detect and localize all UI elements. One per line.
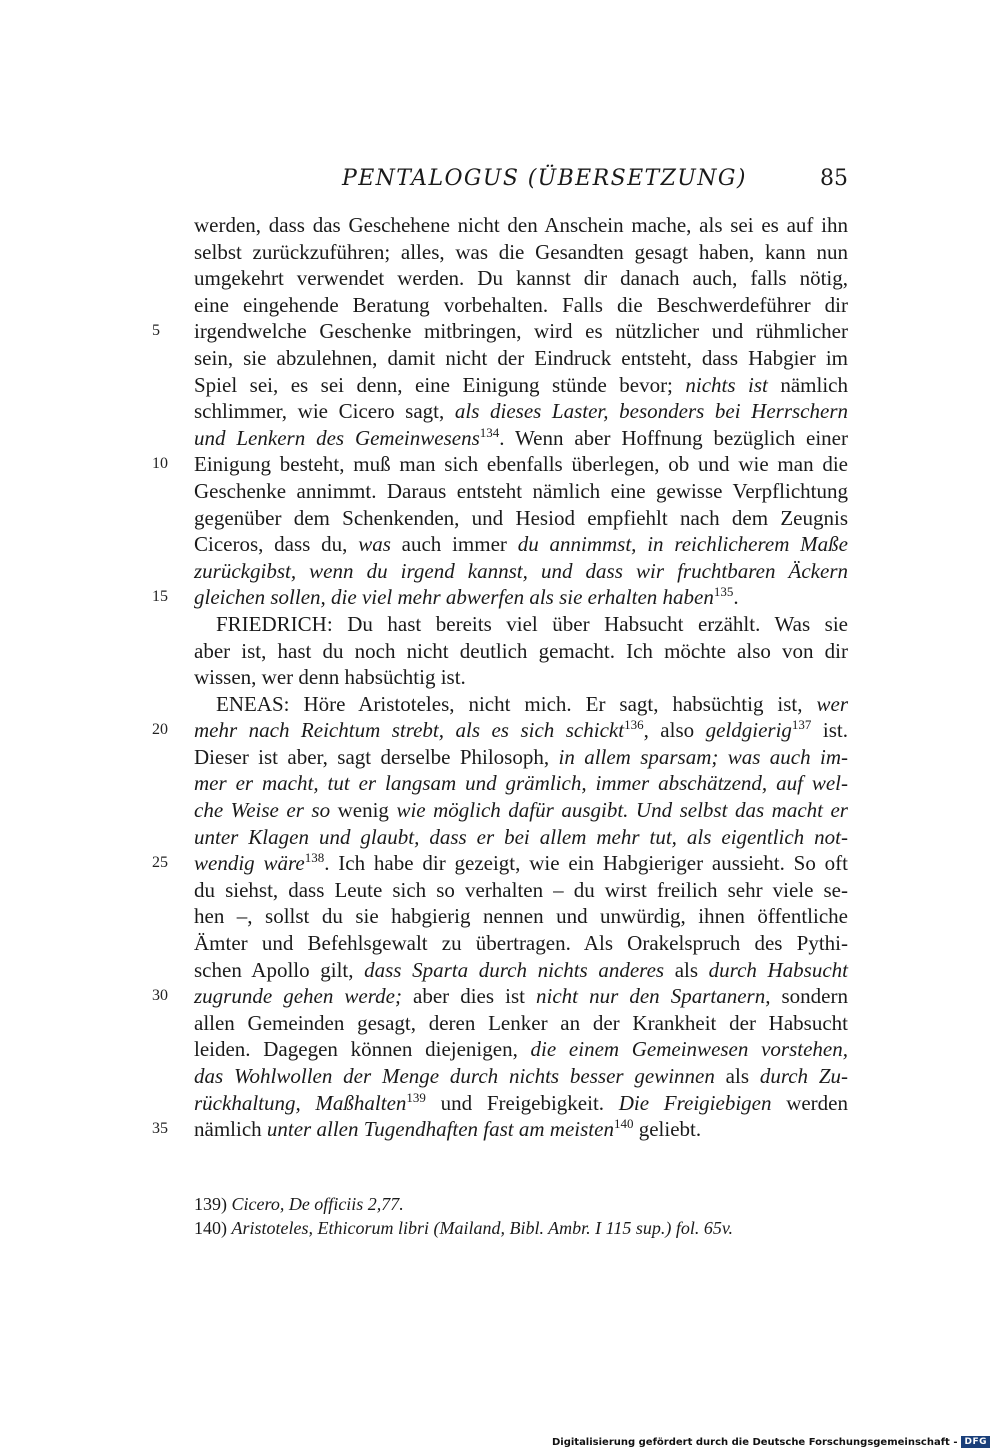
running-header (194, 162, 848, 196)
text-line (152, 584, 848, 611)
text-segment: ENEAS: Höre Aristoteles, nicht mich. Er sagt, habsüchtig ist, (216, 691, 817, 716)
text-segment: das Wohlwollen der Menge durch nichts besser gewinnen (194, 1064, 715, 1088)
text-segment: geldgierig (705, 718, 792, 743)
text-line (152, 451, 848, 478)
line-number: 10 (152, 455, 168, 473)
text-line (194, 930, 848, 957)
text-segment: leiden. Dagegen können diejenigen, (194, 1037, 531, 1062)
text-segment: geliebt. (633, 1117, 702, 1142)
footnote-ref: 139 (406, 1089, 426, 1105)
text-segment: als (714, 1064, 760, 1088)
footnote-text: Cicero, De officiis 2,77. (231, 1194, 404, 1214)
text-line (194, 824, 848, 851)
text-line (194, 425, 848, 452)
text-line (194, 744, 848, 771)
text-segment: du siehst, dass Leute sich so verhalten – du wirst freilich sehr viele se- (194, 877, 848, 902)
text-segment: mehr nach Reichtum strebt, als es sich schickt (194, 718, 625, 743)
text-line (152, 717, 848, 744)
line-number: 15 (152, 588, 168, 606)
text-segment: aber dies ist (401, 984, 537, 1009)
text-segment: Spiel sei, es sei denn, eine Einigung stünde bevor; (194, 372, 686, 397)
line-number: 25 (152, 854, 168, 872)
line-number: 5 (152, 322, 160, 340)
text-segment: als dieses Laster, besonders bei Herrschern (454, 399, 848, 424)
page-number: 85 (820, 166, 848, 191)
text-segment: durch Zu- (759, 1064, 849, 1088)
footnote-ref: 137 (791, 717, 812, 733)
text-line (194, 877, 848, 904)
text-segment: nicht nur den Spartanern, (536, 984, 771, 1009)
text-segment: Die Freigiebigen (618, 1090, 772, 1115)
text-segment: , also (643, 718, 706, 743)
text-line (152, 983, 849, 1010)
footnote (194, 1216, 848, 1240)
text-segment: schlimmer, wie Cicero sagt, (194, 399, 455, 424)
line-number: 20 (152, 721, 168, 739)
text-segment: che Weise er so (194, 798, 331, 823)
text-line (194, 611, 848, 638)
text-segment: und Freigebigkeit. (425, 1090, 619, 1115)
footnotes (194, 1192, 848, 1240)
text-segment: und Lenkern des Gemeinwesens (194, 425, 480, 450)
footnote-ref: 138 (304, 850, 325, 866)
text-segment: eine eingehende Beratung vorbehalten. Falls die Beschwerdeführer dir (194, 292, 848, 317)
text-segment: ist. (811, 718, 848, 743)
dfg-logo: DFG (961, 1436, 990, 1448)
text-segment: . Wenn aber Hoffnung bezüglich einer (499, 425, 848, 450)
text-segment: was (358, 532, 391, 557)
footnote-number: 139) (194, 1194, 227, 1214)
text-segment: sondern (770, 984, 849, 1009)
text-segment: wissen, wer denn habsüchtig ist. (194, 665, 466, 690)
text-line (194, 398, 848, 425)
running-title: PENTALOGUS (ÜBERSETZUNG) (342, 166, 747, 191)
text-segment: Geschenke annimmt. Daraus entsteht nämlich eine gewisse Verpflichtung (194, 478, 848, 503)
text-segment: schen Apollo gilt, (194, 957, 365, 982)
text-segment: gegenüber dem Schenkenden, und Hesiod empfiehlt nach dem Zeugnis (194, 505, 848, 530)
text-line (194, 292, 848, 319)
text-segment: als (664, 957, 709, 982)
text-line (194, 345, 848, 372)
text-segment: selbst zurückzuführen; alles, was die Gesandten gesagt haben, kann nun (194, 239, 848, 264)
text-line (194, 903, 848, 930)
line-number: 35 (152, 1120, 168, 1138)
text-line (194, 212, 848, 239)
text-segment: werden, dass das Geschehene nicht den Anschein mache, als sei es auf ihn (194, 213, 848, 237)
text-line (194, 558, 848, 585)
footnote-number: 140) (194, 1218, 227, 1238)
text-segment: nämlich (767, 372, 848, 397)
text-segment: nichts ist (685, 372, 768, 397)
text-line (152, 318, 848, 345)
text-segment: zugrunde gehen werde; (194, 984, 402, 1009)
funding-notice-text: Digitalisierung gefördert durch die Deutsche Forschungsgemeinschaft - (551, 1436, 958, 1448)
text-segment: hen –, sollst du sie habgierig nennen und unwürdig, ihnen öffentliche (194, 904, 848, 929)
text-segment: wenig (330, 798, 397, 823)
text-segment: gleichen sollen, die viel mehr abwerfen als sie erhalten haben (194, 585, 714, 610)
line-number: 30 (152, 987, 168, 1005)
text-line (194, 691, 848, 718)
footnote-ref: 135 (713, 584, 734, 600)
text-segment: werden (771, 1090, 848, 1115)
body-text (152, 212, 849, 1143)
text-segment: nämlich (194, 1117, 267, 1142)
text-segment: die einem Gemeinwesen vorstehen, (530, 1037, 848, 1062)
text-line (194, 1063, 848, 1090)
text-segment: du annimmst, in reichlicherem Maße (517, 532, 848, 557)
footnote-ref: 140 (613, 1116, 634, 1132)
text-line (194, 239, 848, 266)
text-segment: dass Sparta durch nichts anderes (364, 957, 665, 982)
text-segment: durch Habsucht (708, 957, 849, 982)
text-line (194, 957, 848, 984)
text-segment: rückhaltung, Maßhalten (194, 1090, 407, 1115)
text-segment: Dieser ist aber, sagt derselbe Philosoph, (194, 744, 559, 769)
footnote-ref: 136 (624, 717, 644, 733)
text-line (194, 478, 848, 505)
text-line (194, 531, 848, 558)
text-segment: unter allen Tugendhaften fast am meisten (266, 1117, 614, 1142)
text-segment: auch immer (390, 532, 518, 557)
text-line (152, 850, 848, 877)
text-segment: aber ist, hast du noch nicht deutlich gemacht. Ich möchte also von dir (194, 638, 848, 663)
text-line (194, 265, 848, 292)
text-line (194, 1036, 848, 1063)
text-segment: mer er macht, tut er langsam und grämlich, immer abschätzend, auf wel- (194, 771, 848, 796)
text-segment: irgendwelche Geschenke mitbringen, wird es nützlicher und rühmlicher (194, 319, 848, 344)
text-line (194, 372, 848, 399)
text-segment: . (733, 585, 739, 610)
text-line (194, 1010, 848, 1037)
text-line (194, 664, 848, 691)
text-segment: . Ich habe dir gezeigt, wie ein Habgieriger aussieht. So oft (324, 851, 848, 876)
text-line (194, 770, 848, 797)
text-segment: in allem sparsam; was auch im- (558, 744, 848, 769)
text-segment: wie möglich dafür ausgibt. Und selbst das macht er (396, 798, 848, 823)
text-segment: zurückgibst, wenn du irgend kannst, und dass wir fruchtbaren Äckern (194, 558, 848, 583)
footnote (194, 1192, 848, 1216)
text-segment: unter Klagen und glaubt, dass er bei allem mehr tut, als eigentlich not- (194, 824, 848, 849)
funding-notice (552, 1436, 990, 1448)
footnote-text: Aristoteles, Ethicorum libri (Mailand, Bibl. Ambr. I 115 sup.) fol. 65v. (231, 1218, 733, 1238)
footnote-ref: 134 (479, 424, 500, 440)
text-segment: umgekehrt verwendet werden. Du kannst dir danach auch, falls nötig, (194, 266, 848, 291)
text-segment: allen Gemeinden gesagt, deren Lenker an der Krankheit der Habsucht (194, 1010, 848, 1035)
text-line (194, 638, 848, 665)
text-segment: Ciceros, dass du, (194, 532, 359, 557)
text-segment: FRIEDRICH: Du hast bereits viel über Habsucht erzählt. Was sie (216, 611, 848, 636)
text-segment: sein, sie abzulehnen, damit nicht der Eindruck entsteht, dass Habgier im (194, 345, 848, 370)
text-line (152, 1116, 848, 1143)
text-segment: Einigung besteht, muß man sich ebenfalls überlegen, ob und wie man die (194, 452, 848, 477)
text-segment: wendig wäre (194, 851, 305, 876)
text-line (194, 797, 848, 824)
text-segment: Ämter und Befehlsgewalt zu übertragen. Als Orakelspruch des Pythi- (194, 931, 848, 956)
text-line (194, 505, 848, 532)
text-segment: wer (816, 691, 848, 716)
text-line (194, 1090, 848, 1117)
